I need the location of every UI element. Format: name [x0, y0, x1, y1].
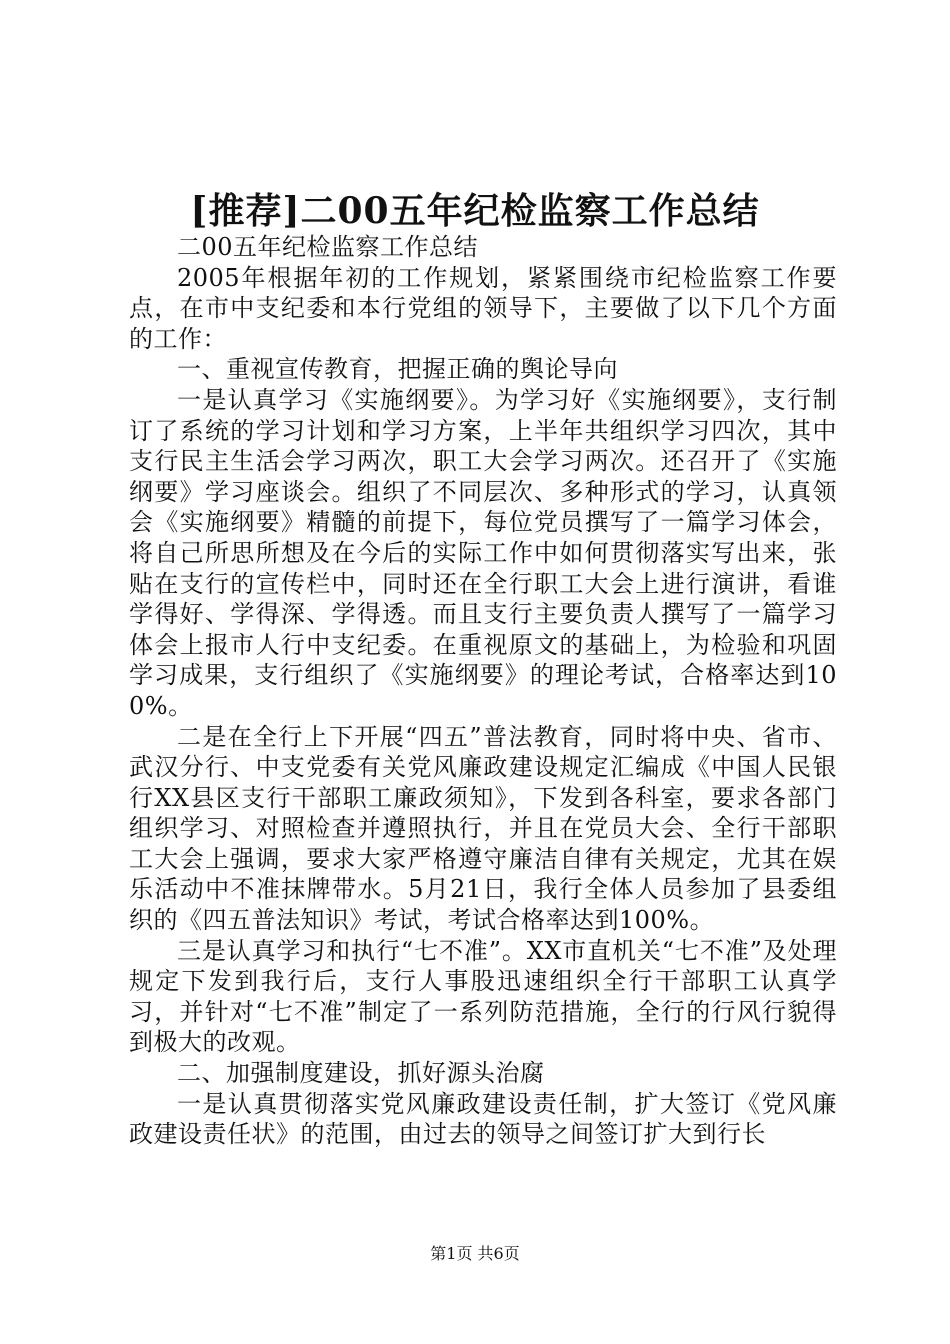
paragraph: 一是认真学习《实施纲要》。为学习好《实施纲要》，支行制订了系统的学习计划和学习方案，上半年共组织学习四次，其中支行民主生活会学习两次，职工大会学习两次。还召开了《实施纲要》学习座谈会。组织了不同层次、多种形式的学习，认真领会《实施纲要》精髓的前提下，每位党员撰写了一篇学习体会，将自己所思所想及在今后的实际工作中如何贯彻落实写出来，张贴在支行的宣传栏中，同时还在全行职工大会上进行演讲，看谁学得好、学得深、学得透。而且支行主要负责人撰写了一篇学习体会上报市人行中支纪委。在重视原文的基础上，为检验和巩固学习成果，支行组织了《实施纲要》的理论考试，合格率达到100%。: [129, 385, 837, 720]
paragraph-subtitle: 二00五年纪检监察工作总结: [177, 233, 479, 261]
paragraph-intro: 2005年根据年初的工作规划，紧紧围绕市纪检监察工作要点，在市中支纪委和本行党组的领导下，主要做了以下几个方面的工作：: [129, 263, 837, 353]
paragraph: 三是认真学习和执行“七不准”。XX市直机关“七不准”及处理规定下发到我行后，支行人事股迅速组织全行干部职工认真学习，并针对“七不准”制定了一系列防范措施，全行的行风行貌得到极大的改观。: [129, 936, 837, 1057]
page-number-footer: 第1页 共6页: [430, 1244, 520, 1263]
paragraph: 一是认真贯彻落实党风廉政建设责任制，扩大签订《党风廉政建设责任状》的范围，由过去的领导之间签订扩大到行长: [129, 1089, 837, 1149]
document-body: [129, 232, 837, 1150]
document-title: [推荐]二00五年纪检监察工作总结: [190, 190, 760, 232]
section-heading-2: 二、加强制度建设，抓好源头治腐: [177, 1059, 545, 1088]
section-heading-1: 一、重视宣传教育，把握正确的舆论导向: [177, 355, 618, 384]
paragraph: 二是在全行上下开展“四五”普法教育，同时将中央、省市、武汉分行、中支党委有关党风廉政建设规定汇编成《中国人民银行XX县区支行干部职工廉政须知》，下发到各科室，要求各部门组织学习、对照检查并遵照执行，并且在党员大会、全行干部职工大会上强调，要求大家严格遵守廉洁自律有关规定，尤其在娱乐活动中不准抹牌带水。5月21日，我行全体人员参加了县委组织的《四五普法知识》考试，考试合格率达到100%。: [129, 722, 837, 935]
